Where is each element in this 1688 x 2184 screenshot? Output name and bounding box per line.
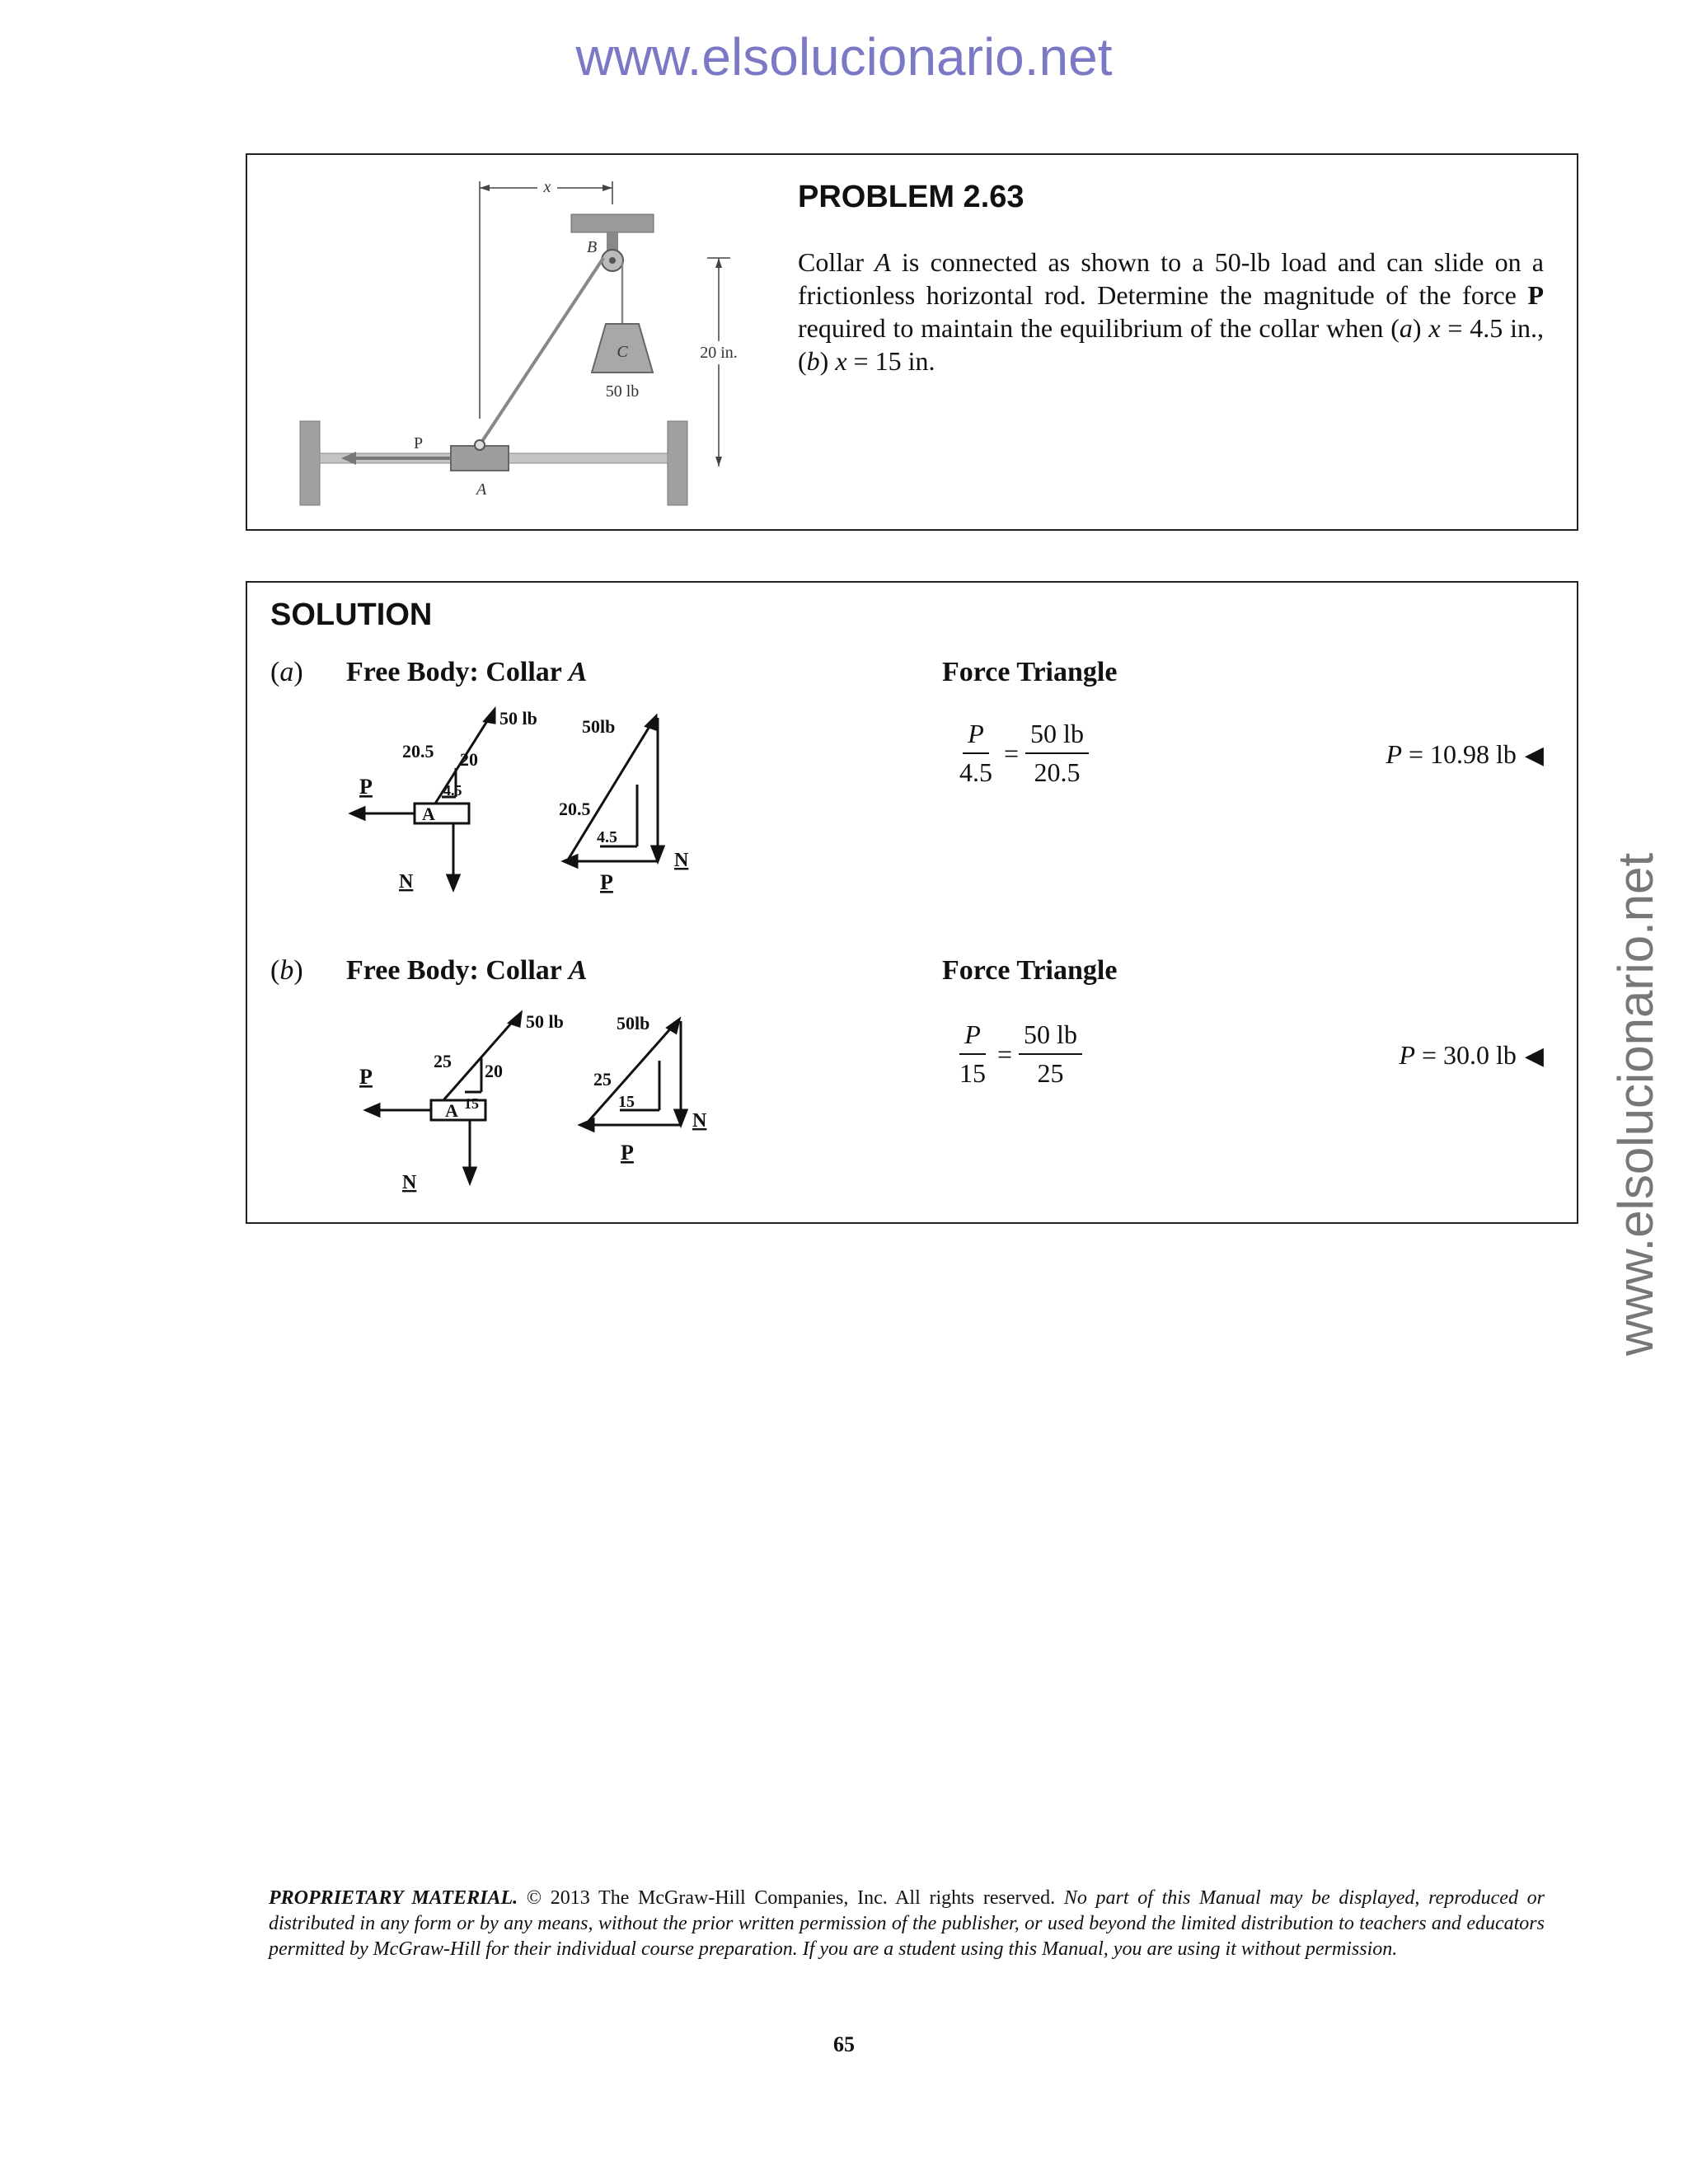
b-fb-tension-head	[509, 1013, 521, 1026]
problem-figure	[249, 155, 776, 530]
part-a-equation: $\frac{P}{4.5}$ = $\frac{50 lb}{20.5}$	[954, 719, 1089, 788]
a-fb-n-label: N	[399, 871, 414, 893]
solution-title: SOLUTION	[270, 598, 433, 632]
b-fb-hyp: 25	[434, 1051, 452, 1071]
b-fb-vert-label: 20	[485, 1061, 503, 1081]
figure-x-label: x	[543, 178, 551, 196]
a-fb-n-head	[448, 875, 459, 889]
a-eq-rhs-den: 20.5	[1034, 757, 1081, 787]
part-b-equation: $\frac{P}{15}$ = $\frac{50 lb}{25}$	[954, 1019, 1082, 1089]
a-eq-lhs-den: 4.5	[959, 757, 992, 787]
figure-b-label: B	[587, 238, 598, 256]
a-tri-load-head	[652, 846, 663, 861]
footer-copyright: PROPRIETARY MATERIAL. © 2013 The McGraw-Hill Companies, Inc. All rights reserved. No part of this Manual may be displayed, reproduced or distributed in any form or by any means, without the prior written permission of the publisher, or used beyond the limited distribution to teachers and educators permitted by McGraw-Hill for their individual course preparation. If you are a student using this Manual, you are using it without permission.	[269, 1887, 1545, 1960]
a-fb-horiz-label: 4.5	[443, 782, 462, 799]
part-b-marker: (b)	[270, 955, 303, 986]
b-fb-p-head	[366, 1104, 379, 1116]
cable-ab	[480, 258, 603, 445]
part-b-force-triangle-heading: Force Triangle	[942, 955, 1118, 986]
a-fb-load: 50 lb	[499, 708, 537, 729]
dim-20-arrow-bottom	[715, 457, 722, 466]
figure-height-label: 20 in.	[700, 344, 738, 362]
a-eq-rhs-num: 50 lb	[1025, 719, 1089, 754]
part-b-answer: P = 30.0 lb ◀	[1399, 1040, 1544, 1071]
part-a-free-body-heading: Free Body: Collar A	[346, 657, 588, 687]
answer-marker-icon: ◀	[1524, 741, 1544, 770]
a-tri-hyp-head	[646, 716, 656, 729]
part-a-sketch	[320, 706, 781, 921]
a-fb-p-head	[351, 808, 364, 819]
b-eq-rhs-den: 25	[1037, 1058, 1064, 1088]
collar-pin	[475, 440, 485, 450]
part-a-answer: P = 10.98 lb ◀	[1386, 739, 1544, 770]
dim-x-arrow-left	[480, 185, 490, 191]
b-fb-tension	[443, 1018, 516, 1100]
b-eq-lhs-num: P	[959, 1019, 986, 1055]
watermark-top: www.elsolucionario.net	[575, 27, 1113, 87]
b-tri-load-head	[675, 1110, 687, 1125]
part-b-free-body-heading: Free Body: Collar A	[346, 955, 588, 986]
figure-c-label: C	[617, 343, 628, 361]
part-a-force-triangle-heading: Force Triangle	[942, 657, 1118, 687]
a-fb-p-label: P	[359, 775, 373, 799]
part-a-marker: (a)	[270, 657, 303, 687]
part-b-sketch	[320, 1003, 781, 1217]
answer-marker-icon: ◀	[1524, 1042, 1544, 1071]
problem-statement: Collar A is connected as shown to a 50-lb load and can slide on a frictionless horizontal rod. Determine the magnitude of the force P required to maintain the equilibrium of the collar when (a) x = 4.5 in., (b) x = 15 in.	[798, 247, 1545, 376]
b-fb-n-label: N	[402, 1172, 417, 1193]
problem-box	[246, 153, 1578, 531]
watermark-side: www.elsolucionario.net	[1608, 852, 1663, 1357]
a-tri-load-label: 50lb	[582, 716, 616, 737]
a-tri-n-label: N	[674, 850, 689, 871]
problem-title: PROBLEM 2.63	[798, 180, 1025, 214]
b-tri-base-label: 15	[618, 1093, 635, 1111]
wall-right	[668, 421, 687, 505]
figure-p-label: P	[414, 434, 424, 452]
dim-x-arrow-right	[603, 185, 612, 191]
page-number: 65	[833, 2032, 855, 2056]
b-fb-load: 50 lb	[526, 1011, 564, 1032]
figure-a-label: A	[476, 480, 487, 499]
pulley-axle	[609, 257, 616, 264]
b-tri-hyp-label: 25	[593, 1069, 612, 1090]
b-eq-rhs-num: 50 lb	[1019, 1019, 1082, 1055]
b-eq-lhs-den: 15	[959, 1058, 986, 1088]
a-tri-p-label: P	[600, 870, 613, 894]
b-fb-horiz-label: 15	[464, 1095, 479, 1112]
a-fb-hyp: 20.5	[402, 741, 434, 762]
a-fb-tension-head	[485, 710, 495, 723]
a-eq-lhs-num: P	[963, 719, 989, 754]
figure-weight-label: 50 lb	[605, 382, 640, 401]
wall-left	[300, 421, 320, 505]
a-fb-vert-label: 20	[460, 749, 478, 770]
b-tri-load-label: 50lb	[617, 1013, 650, 1033]
b-fb-n-head	[464, 1168, 476, 1183]
a-fb-a-label: A	[422, 804, 435, 824]
a-tri-hyp-label: 20.5	[559, 799, 591, 819]
b-tri-p-label: P	[621, 1141, 634, 1165]
b-tri-n-label: N	[692, 1110, 707, 1132]
ceiling-support	[571, 214, 654, 232]
a-tri-base-label: 4.5	[597, 828, 617, 846]
b-fb-a-label: A	[445, 1100, 458, 1121]
b-fb-p-label: P	[359, 1065, 373, 1089]
dim-20-arrow-top	[715, 258, 722, 268]
solution-box	[246, 581, 1578, 1224]
